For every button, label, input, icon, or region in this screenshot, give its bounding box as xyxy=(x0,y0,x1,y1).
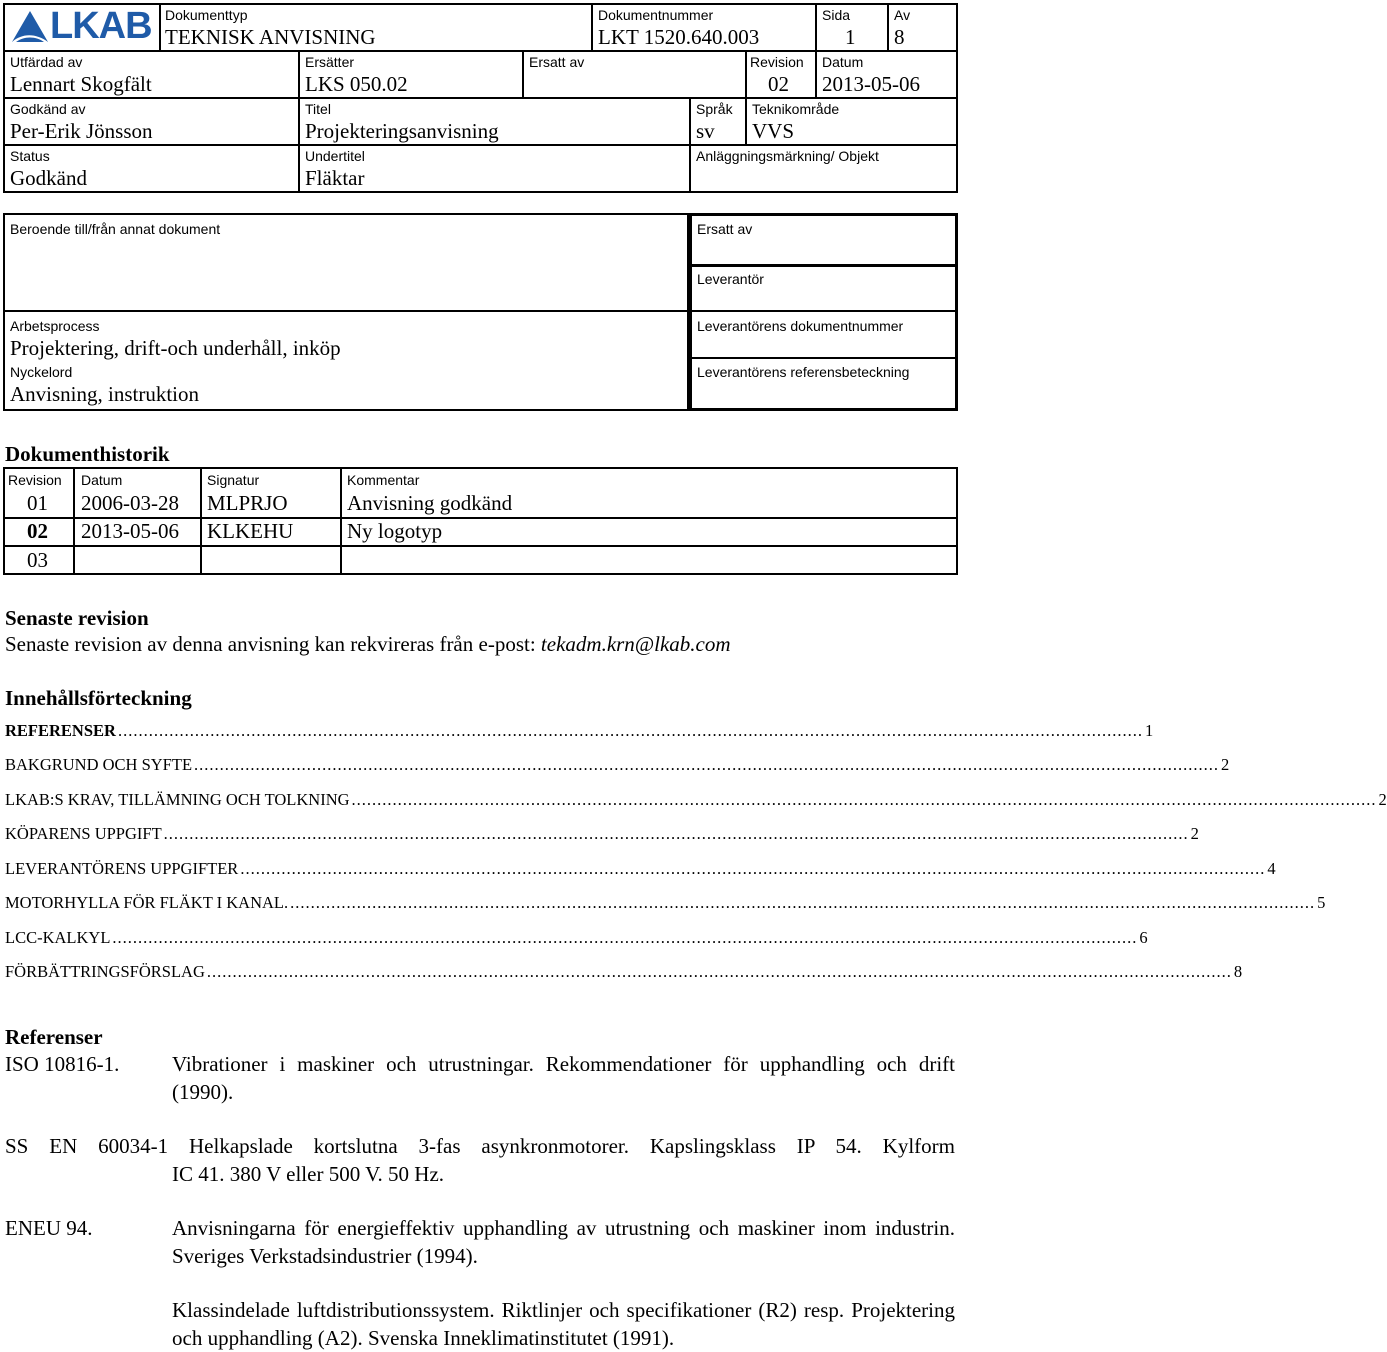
of-value: 8 xyxy=(894,25,905,49)
divider xyxy=(200,467,202,575)
language-value: sv xyxy=(696,119,715,143)
toc-item-title: FÖRBÄTTRINGSFÖRSLAG xyxy=(5,962,205,981)
toc-leader: ........................................................................................................................................................................................................ xyxy=(112,928,1138,947)
toc-leader: ........................................................................................................................................................................................................ xyxy=(206,962,1232,981)
keyword-label: Nyckelord xyxy=(10,364,73,380)
row-revision: 02 xyxy=(27,519,48,543)
toc-leader: ........................................................................................................................................................................................................ xyxy=(240,859,1266,878)
toc-item-page: 2 xyxy=(1190,824,1199,843)
supplier-label: Leverantör xyxy=(697,271,764,287)
doc-number-label: Dokumentnummer xyxy=(598,7,714,23)
latest-revision-sentence: Senaste revision av denna anvisning kan rekvireras från e-post: xyxy=(5,632,541,656)
supplier-reference-label: Leverantörens referensbeteckning xyxy=(697,364,910,380)
toc-item[interactable] xyxy=(5,753,1230,775)
toc-item[interactable] xyxy=(5,788,1387,810)
reference-text: Vibrationer i maskiner och utrustningar. Rekommendationer för upphandling och drift (1990). xyxy=(172,1052,955,1104)
divider xyxy=(3,310,958,312)
divider xyxy=(298,50,300,193)
row-signature: KLKEHU xyxy=(207,519,294,543)
divider xyxy=(815,3,817,97)
toc-item[interactable] xyxy=(5,891,1326,913)
divider xyxy=(340,467,342,575)
divider xyxy=(689,264,958,267)
toc-item-page: 4 xyxy=(1267,859,1276,878)
date-value: 2013-05-06 xyxy=(822,72,920,96)
page-value: 1 xyxy=(845,25,856,49)
toc-item-title: KÖPARENS UPPGIFT xyxy=(5,824,162,843)
divider xyxy=(689,357,958,359)
row-signature: MLPRJO xyxy=(207,491,288,515)
row-date: 2006-03-28 xyxy=(81,491,179,515)
title-label: Titel xyxy=(305,101,331,117)
facility-label: Anläggningsmärkning/ Objekt xyxy=(696,148,879,164)
toc-item-page: 5 xyxy=(1317,893,1326,912)
divider xyxy=(689,97,691,193)
doc-type-value: TEKNISK ANVISNING xyxy=(165,25,376,49)
reference-line-continued: IC 41. 380 V eller 500 V. 50 Hz. xyxy=(172,1162,445,1186)
row-revision: 01 xyxy=(27,491,48,515)
divider xyxy=(887,3,889,50)
row-comment: Anvisning godkänd xyxy=(347,491,513,515)
divider xyxy=(3,144,958,146)
subtitle-label: Undertitel xyxy=(305,148,365,164)
toc-item-title: LEVERANTÖRENS UPPGIFTER xyxy=(5,859,239,878)
issued-by-value: Lennart Skogfält xyxy=(10,72,152,96)
divider xyxy=(73,467,75,575)
toc-leader: ........................................................................................................................................................................................................ xyxy=(351,790,1377,809)
divider xyxy=(3,97,958,99)
toc-item-title: BAKGRUND OCH SYFTE xyxy=(5,755,193,774)
references-heading: Referenser xyxy=(5,1025,103,1049)
doc-type-label: Dokumenttyp xyxy=(165,7,248,23)
toc-item[interactable] xyxy=(5,822,1199,844)
col-date-header: Datum xyxy=(81,472,123,488)
approved-by-label: Godkänd av xyxy=(10,101,86,117)
dependent-doc-label: Beroende till/från annat dokument xyxy=(10,221,221,237)
latest-revision-text xyxy=(5,632,731,656)
language-label: Språk xyxy=(696,101,733,117)
row-comment: Ny logotyp xyxy=(347,519,443,543)
reference-code: ENEU 94. xyxy=(5,1216,93,1240)
toc-leader: ........................................................................................................................................................................................................ xyxy=(163,824,1189,843)
status-label: Status xyxy=(10,148,50,164)
keyword-value: Anvisning, instruktion xyxy=(10,382,200,406)
col-signature-header: Signatur xyxy=(207,472,260,488)
tech-area-value: VVS xyxy=(752,119,795,143)
issued-by-label: Utfärdad av xyxy=(10,54,83,70)
replaces-label: Ersätter xyxy=(305,54,355,70)
divider xyxy=(3,545,958,547)
toc-item-title: LKAB:S KRAV, TILLÄMNING OCH TOLKNING xyxy=(5,790,350,809)
contact-email[interactable]: tekadm.krn@lkab.com xyxy=(540,632,731,656)
title-value: Projekteringsanvisning xyxy=(305,119,499,143)
status-value: Godkänd xyxy=(10,166,87,190)
lkab-logo xyxy=(10,5,156,47)
reference-text: Anvisningarna för energieffektiv upphandling av utrustning och maskiner inom industrin. Sveriges Verkstadsindustrier (1994). xyxy=(172,1216,955,1268)
toc-item[interactable] xyxy=(5,719,1154,741)
col-revision-header: Revision xyxy=(8,472,62,488)
toc-leader: ........................................................................................................................................................................................................ xyxy=(117,721,1143,740)
toc-item-page: 1 xyxy=(1144,721,1154,740)
lkab-emblem-icon xyxy=(10,9,50,45)
of-label: Av xyxy=(894,7,911,23)
tech-area-label: Teknikområde xyxy=(752,101,840,117)
reference-code: ISO 10816-1. xyxy=(5,1052,120,1076)
approved-by-value: Per-Erik Jönsson xyxy=(10,119,153,143)
row-date: 2013-05-06 xyxy=(81,519,179,543)
toc-item-page: 2 xyxy=(1378,790,1387,809)
page-label: Sida xyxy=(822,7,851,23)
toc-item[interactable] xyxy=(5,857,1276,879)
doc-number-value: LKT 1520.640.003 xyxy=(598,25,760,49)
replaced-by-label: Ersatt av xyxy=(529,54,585,70)
toc-item[interactable] xyxy=(5,926,1148,948)
toc-item-page: 6 xyxy=(1139,928,1148,947)
subtitle-value: Fläktar xyxy=(305,166,365,190)
toc-item-title: REFERENSER xyxy=(5,721,116,740)
divider xyxy=(745,50,747,144)
toc-item[interactable] xyxy=(5,960,1243,982)
supplier-doc-number-label: Leverantörens dokumentnummer xyxy=(697,318,904,334)
toc-item-title: LCC-KALKYL xyxy=(5,928,111,947)
history-heading: Dokumenthistorik xyxy=(5,442,170,466)
divider xyxy=(522,50,524,97)
date-label: Datum xyxy=(822,54,864,70)
work-process-label: Arbetsprocess xyxy=(10,318,100,334)
logo-text: LKAB xyxy=(50,5,152,47)
revision-value: 02 xyxy=(768,72,789,96)
toc-leader: ........................................................................................................................................................................................................ xyxy=(290,893,1316,912)
revision-label: Revision xyxy=(750,54,804,70)
toc-heading: Innehållsförteckning xyxy=(5,686,192,710)
reference-text: Klassindelade luftdistributionssystem. Riktlinjer och specifikationer (R2) resp. Projektering och upphandling (A2). Svenska Inneklimatinstitutet (1991). xyxy=(172,1298,955,1350)
replaces-value: LKS 050.02 xyxy=(305,72,408,96)
latest-revision-heading: Senaste revision xyxy=(5,606,149,630)
meta-replaced-by-label: Ersatt av xyxy=(697,221,753,237)
col-comment-header: Kommentar xyxy=(347,472,420,488)
toc-item-page: 8 xyxy=(1233,962,1243,981)
row-revision: 03 xyxy=(27,548,48,572)
reference-line: SS EN 60034-1 Helkapslade kortslutna 3-fas asynkronmotorer. Kapslingsklass IP 54. Kylform xyxy=(5,1134,955,1158)
toc-item-page: 2 xyxy=(1221,755,1230,774)
toc-leader: ........................................................................................................................................................................................................ xyxy=(194,755,1220,774)
toc-item-title: MOTORHYLLA FÖR FLÄKT I KANAL. xyxy=(5,893,289,912)
divider xyxy=(159,3,161,50)
metadata-right-box xyxy=(689,213,958,411)
divider xyxy=(591,3,593,50)
work-process-value: Projektering, drift-och underhåll, inköp xyxy=(10,336,341,360)
